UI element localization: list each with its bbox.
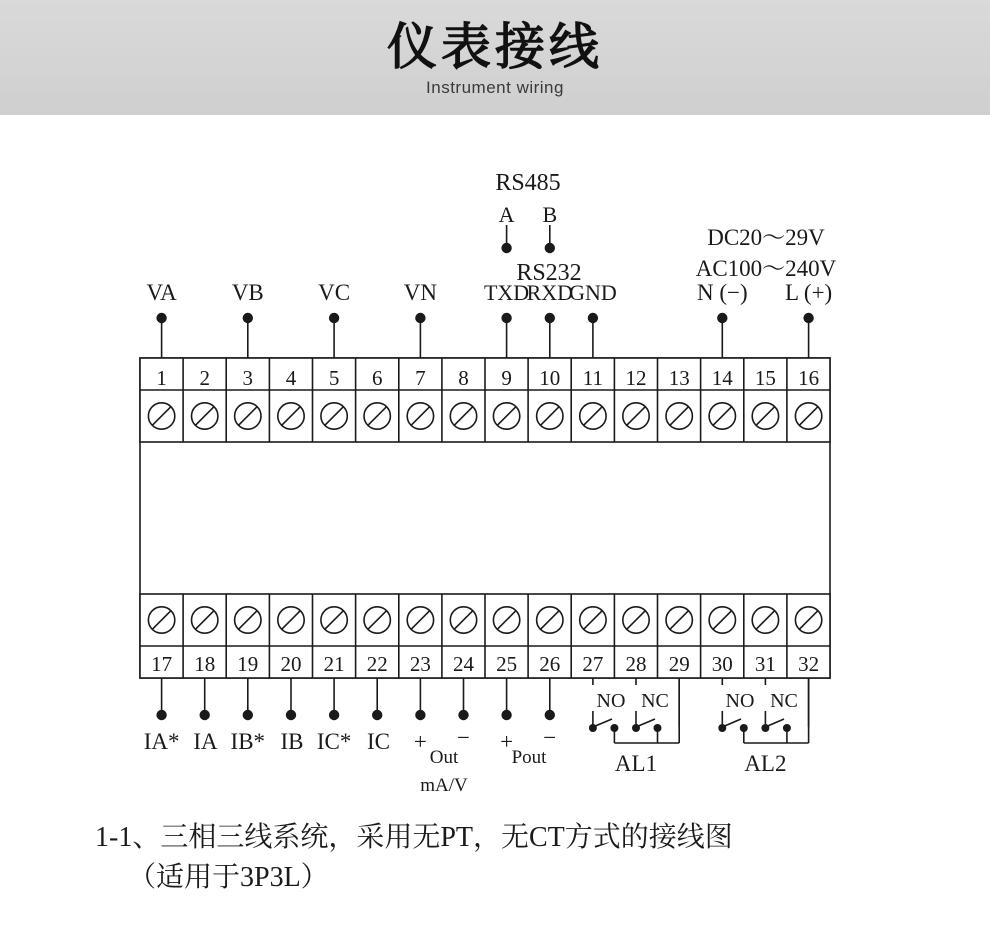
al1-name: AL1 [614, 751, 658, 776]
al2-no-label: NO [725, 690, 755, 712]
rs232-title: RS232 [516, 260, 582, 286]
analog-out-plus: + [413, 729, 427, 754]
terminal-number: 18 [194, 652, 216, 676]
terminal-number: 22 [366, 652, 388, 676]
terminal-number: 13 [668, 366, 690, 390]
top-label-rxd: RXD [526, 280, 574, 305]
pulse-out-name: Pout [511, 747, 547, 768]
top-label-vn: VN [403, 280, 438, 305]
terminal-number: 3 [242, 366, 254, 390]
top-label-txd: TXD [483, 280, 530, 305]
al2-name: AL2 [744, 751, 787, 776]
terminal-number: 14 [711, 366, 733, 390]
top-label-va: VA [146, 280, 177, 305]
terminal-number: 9 [501, 366, 512, 390]
terminal-number: 23 [409, 652, 431, 676]
terminal-number: 20 [280, 652, 302, 676]
pulse-out-minus: − [543, 725, 557, 750]
bottom-label-ib: IB [280, 729, 304, 754]
rs485-title: RS485 [495, 170, 561, 196]
terminal-number: 12 [625, 366, 647, 390]
terminal-number: 21 [323, 652, 345, 676]
top-label-gnd: GND [569, 280, 617, 305]
al2-nc-label: NC [770, 690, 798, 712]
bottom-lead-wires [162, 678, 550, 713]
al1-nc-label: NC [641, 690, 669, 712]
bottom-label-ic: IC [367, 729, 390, 754]
page-title: 仪表接线 [387, 19, 603, 75]
terminal-number: 11 [582, 366, 604, 390]
top-lead-dots [156, 313, 813, 323]
analog-out-unit: mA/V [420, 775, 468, 796]
top-label-vb: VB [231, 280, 264, 305]
rs485-risers [507, 225, 550, 250]
terminal-number: 8 [458, 366, 469, 390]
terminal-number: 6 [371, 366, 383, 390]
terminal-number: 31 [754, 652, 776, 676]
terminal-number: 16 [798, 366, 820, 390]
rs485-dots [501, 243, 555, 253]
rs485-pin-a: A [498, 202, 515, 227]
terminal-number: 28 [625, 652, 647, 676]
page-header [0, 0, 990, 115]
bottom-label-ib-star: IB* [230, 729, 266, 754]
figure-caption [0, 818, 990, 898]
bottom-label-ia: IA [193, 729, 218, 754]
terminal-number: 24 [453, 652, 474, 676]
top-label-vc: VC [318, 280, 351, 305]
analog-out-minus: − [457, 725, 470, 750]
top-lead-wires [162, 320, 809, 358]
caption-line-1: 1-1、三相三线系统，采用无PT，无CT方式的接线图 [95, 822, 733, 853]
page-subtitle: Instrument wiring [426, 78, 564, 97]
power-ac-label: AC100～240V [695, 256, 837, 281]
bottom-lead-dots [156, 710, 555, 720]
terminal-number: 32 [798, 652, 820, 676]
terminal-number: 29 [668, 652, 690, 676]
top-label-l: L (+) [784, 280, 833, 305]
terminal-number: 27 [582, 652, 604, 676]
terminal-number: 7 [415, 366, 426, 390]
bottom-label-ia-star: IA* [143, 729, 180, 754]
power-dc-label: DC20～29V [707, 225, 825, 250]
terminal-number: 2 [199, 366, 210, 390]
bottom-label-ic-star: IC* [316, 729, 352, 754]
rs485-pin-b: B [542, 202, 558, 227]
terminal-number: 30 [711, 652, 733, 676]
wiring-diagram [0, 115, 990, 815]
analog-out-name: Out [429, 747, 459, 768]
terminal-number: 26 [539, 652, 561, 676]
terminal-number: 1 [156, 366, 167, 390]
terminal-number: 10 [539, 366, 561, 390]
terminal-number: 25 [496, 652, 518, 676]
pulse-out-plus: + [500, 729, 514, 754]
terminal-number: 19 [237, 652, 259, 676]
terminal-number: 15 [754, 366, 776, 390]
terminal-number: 4 [285, 366, 297, 390]
al1-no-label: NO [596, 690, 626, 712]
terminal-number: 17 [151, 652, 173, 676]
caption-line-2: （适用于3P3L） [128, 862, 329, 893]
terminal-number: 5 [328, 366, 340, 390]
top-label-n: N (−) [696, 280, 748, 305]
